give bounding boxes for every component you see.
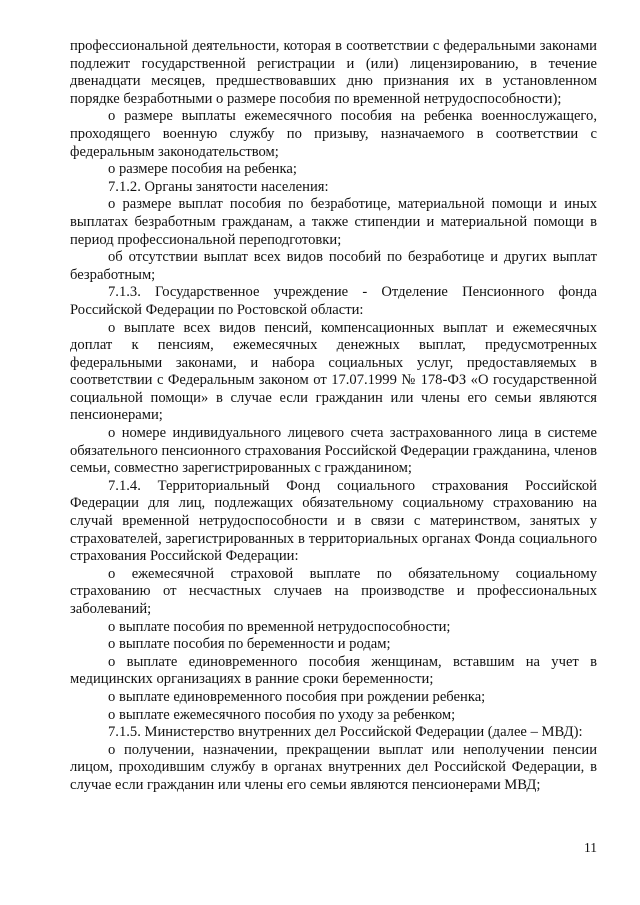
body-text <box>70 38 597 795</box>
paragraph-mvd-pension: о получении, назначении, прекращении выплат или неполучении пенсии лицом, проходившим службу в органах внутренних дел Российской Федерации, в случае если гражданин или члены его семьи являются пенсионерами МВД; <box>70 741 597 793</box>
section-heading-7-1-2: 7.1.2. Органы занятости населения: <box>108 178 329 195</box>
paragraph-early-pregnancy-benefit: о выплате единовременного пособия женщинам, вставшим на учет в медицинских организациях в ранние сроки беременности; <box>70 653 597 688</box>
paragraph-military-child-benefit: о размере выплаты ежемесячного пособия на ребенка военнослужащего, проходящего военную службу по призыву, назначаемого в соответствии с федеральным законодательством; <box>70 108 597 160</box>
paragraph-childcare-benefit: о выплате ежемесячного пособия по уходу за ребенком; <box>108 706 456 723</box>
paragraph-no-unemployment-payments: об отсутствии выплат всех видов пособий по безработице и других выплат безработным; <box>70 249 597 283</box>
paragraph-insurance-account-number: о номере индивидуального лицевого счета застрахованного лица в системе обязательного пенсионного страхования Российской Федерации гражданина, членов семьи, совместно зарегистрированных с гражданином; <box>70 425 597 477</box>
paragraph-pension-payments: о выплате всех видов пенсий, компенсационных выплат и ежемесячных доплат к пенсиям, ежемесячных денежных выплат, предусмотренных федеральными законами, и набора социальных услуг, предоставляемых в соответствии с Федеральным законом от 17.07.1999 № 178-ФЗ «О государственной социальной помощи» в случае если гражданин или члены его семьи являются пенсионерами; <box>70 319 597 424</box>
paragraph-childbirth-benefit: о выплате единовременного пособия при рождении ребенка; <box>108 688 486 705</box>
paragraph-temporary-disability-benefit: о выплате пособия по временной нетрудоспособности; <box>108 618 451 635</box>
paragraph-monthly-insurance-payment: о ежемесячной страховой выплате по обязательному социальному страхованию от несчастных случаев на производстве и профессиональных заболеваний; <box>70 565 597 617</box>
section-heading-7-1-3: 7.1.3. Государственное учреждение - Отделение Пенсионного фонда Российской Федерации по Ростовской области: <box>70 284 597 318</box>
page-number: 11 <box>584 840 597 855</box>
paragraph-continuation: профессиональной деятельности, которая в соответствии с федеральными законами подлежит государственной регистрации и (или) лицензированию, в течение двенадцати месяцев, предшествовавших дню признания их в установленном порядке безработными о размере пособия по временной нетрудоспособности); <box>70 38 597 107</box>
section-heading-7-1-4: 7.1.4. Территориальный Фонд социального страхования Российской Федерации для лиц, подлежащих обязательному социальному страхованию на случай временной нетрудоспособности и в связи с материнством, занятых у страхователей, зарегистрированных в территориальных органах Фонда социального страхования Российской Федерации: <box>70 477 597 565</box>
paragraph-child-benefit: о размере пособия на ребенка; <box>108 161 297 178</box>
section-heading-7-1-5: 7.1.5. Министерство внутренних дел Российской Федерации (далее – МВД): <box>108 724 583 741</box>
paragraph-maternity-benefit: о выплате пособия по беременности и родам; <box>108 636 391 653</box>
paragraph-unemployment-payments: о размере выплат пособия по безработице, материальной помощи и иных выплатах безработным гражданам, а также стипендии и материальной помощи в период профессиональной переподготовки; <box>70 196 597 248</box>
